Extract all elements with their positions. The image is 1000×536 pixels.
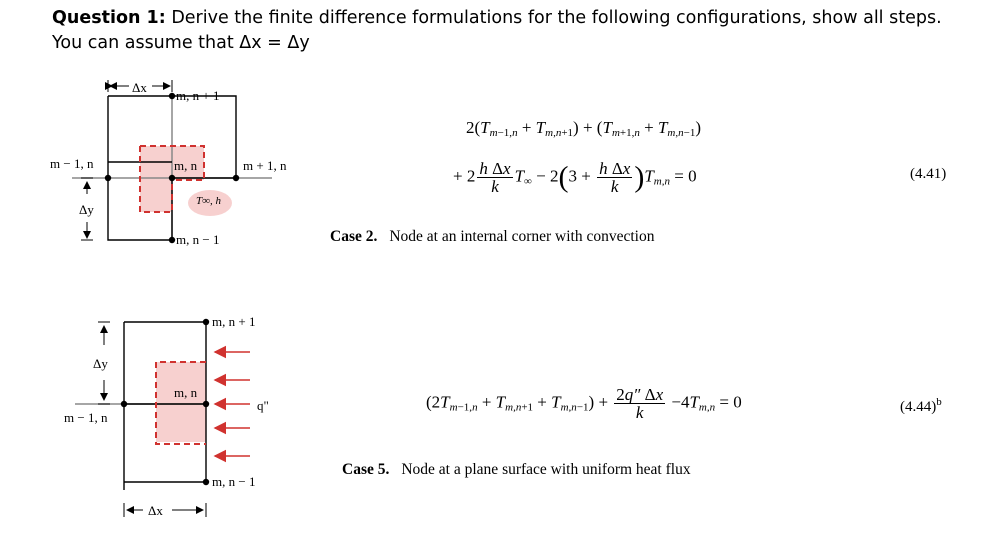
case-2-text: Node at an internal corner with convection — [389, 228, 655, 245]
case-2-label: Case 2. — [330, 228, 378, 245]
left-node-label: m − 1, n — [64, 410, 108, 425]
flux-label: q" — [257, 398, 269, 413]
node-center — [169, 175, 175, 181]
equation-4-41-line1: $2(T_{m-1,n} + T_{m,n+1}) + (T_{m+1,n} + T_{m,n-1})$ — [466, 118, 702, 139]
node-right — [233, 175, 239, 181]
case-2-caption — [330, 228, 654, 246]
dx-label: Δx — [132, 80, 147, 95]
question-body: Derive the finite difference formulations for the following configurations, show all steps. — [171, 8, 942, 28]
dy-label: Δy — [79, 202, 94, 217]
question-line2: You can assume that Δx = Δy — [52, 33, 310, 53]
node-center — [203, 401, 209, 407]
bottom-node-label: m, n − 1 — [212, 474, 256, 489]
diagram-internal-corner — [72, 80, 272, 243]
node-bottom — [169, 237, 175, 243]
equation-4-41-number: (4.41) — [910, 166, 947, 182]
left-node-label: m − 1, n — [50, 156, 94, 171]
equation-4-44: $(2T_{m-1,n} + T_{m,n+1} + T_{m,n-1})$ + $\frac{2q'' \Delta x}{k}$ $-4T_{m,n} = 0$ — [426, 385, 742, 422]
node-left — [121, 401, 127, 407]
bottom-node-label: m, n − 1 — [176, 232, 220, 247]
node-top — [169, 93, 175, 99]
convection-label: T∞, h — [196, 195, 221, 207]
equation-4-44-superscript: b — [936, 396, 942, 408]
dy-label: Δy — [93, 356, 108, 371]
case-5-caption — [342, 461, 691, 479]
case-5-label: Case 5. — [342, 461, 390, 478]
top-node-label: m, n + 1 — [212, 314, 256, 329]
center-node-label: m, n — [174, 385, 198, 400]
control-volume-fill — [156, 362, 206, 442]
center-node-label: m, n — [174, 158, 198, 173]
dx-label: Δx — [148, 503, 163, 518]
top-node-label: m, n + 1 — [176, 88, 220, 103]
control-volume-fill — [140, 180, 172, 212]
node-bottom — [203, 479, 209, 485]
question-lead: Question 1: — [52, 8, 166, 28]
equation-4-44-number-text: (4.44) — [900, 399, 937, 415]
node-top — [203, 319, 209, 325]
case-5-text: Node at a plane surface with uniform heat flux — [401, 461, 691, 478]
equation-4-41-line2: + 2 $\frac{\text{h Δx}}{k}$ $T_\infty - 2(3$ + $\frac{\text{h Δx}}{k}$ )$T_{m,n} = 0$ — [453, 159, 697, 196]
equation-4-44-number — [900, 396, 942, 416]
node-left — [105, 175, 111, 181]
right-node-label: m + 1, n — [243, 158, 287, 173]
